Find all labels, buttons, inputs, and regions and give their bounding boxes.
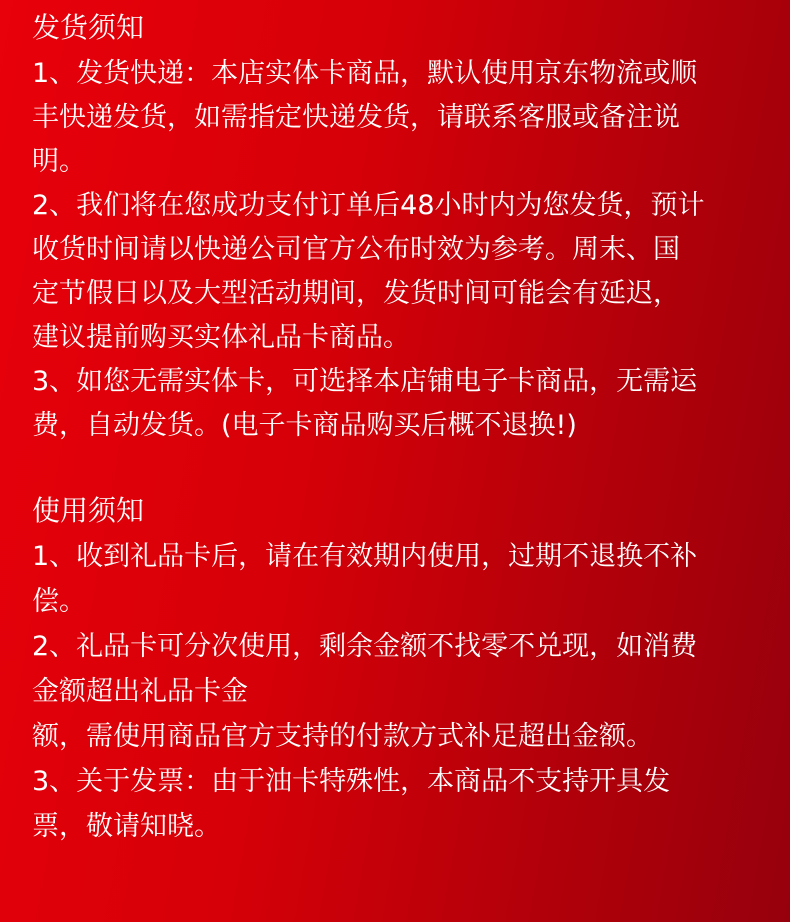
usage-line: 3、关于发票：由于油卡特殊性，本商品不支持开具发 — [32, 766, 671, 797]
usage-line: 票，敬请知晓。 — [32, 811, 221, 842]
shipping-line: 明。 — [32, 146, 86, 177]
shipping-line: 费，自动发货。(电子卡商品购买后概不退换!) — [32, 410, 577, 441]
usage-line: 2、礼品卡可分次使用，剩余金额不找零不兑现，如消费 — [32, 631, 698, 662]
usage-notice-section — [32, 488, 762, 849]
shipping-line: 1、发货快递：本店实体卡商品，默认使用京东物流或顺 — [32, 58, 698, 89]
usage-line: 1、收到礼品卡后，请在有效期内使用，过期不退换不补 — [32, 541, 698, 572]
shipping-notice-section — [32, 4, 762, 448]
shipping-line: 2、我们将在您成功支付订单后48小时内为您发货，预计 — [32, 190, 705, 221]
shipping-line: 丰快递发货，如需指定快递发货，请联系客服或备注说 — [32, 102, 680, 133]
shipping-notice-title: 发货须知 — [32, 11, 145, 44]
usage-line: 偿。 — [32, 586, 86, 617]
shipping-line: 收货时间请以快递公司官方公布时效为参考。周末、国 — [32, 234, 680, 265]
usage-line: 额，需使用商品官方支持的付款方式补足超出金额。 — [32, 721, 653, 752]
usage-notice-title: 使用须知 — [32, 494, 145, 527]
usage-line: 金额超出礼品卡金 — [32, 676, 248, 707]
shipping-line: 定节假日以及大型活动期间，发货时间可能会有延迟， — [32, 278, 680, 309]
shipping-line: 建议提前购买实体礼品卡商品。 — [32, 322, 410, 353]
shipping-line: 3、如您无需实体卡，可选择本店铺电子卡商品，无需运 — [32, 366, 698, 397]
